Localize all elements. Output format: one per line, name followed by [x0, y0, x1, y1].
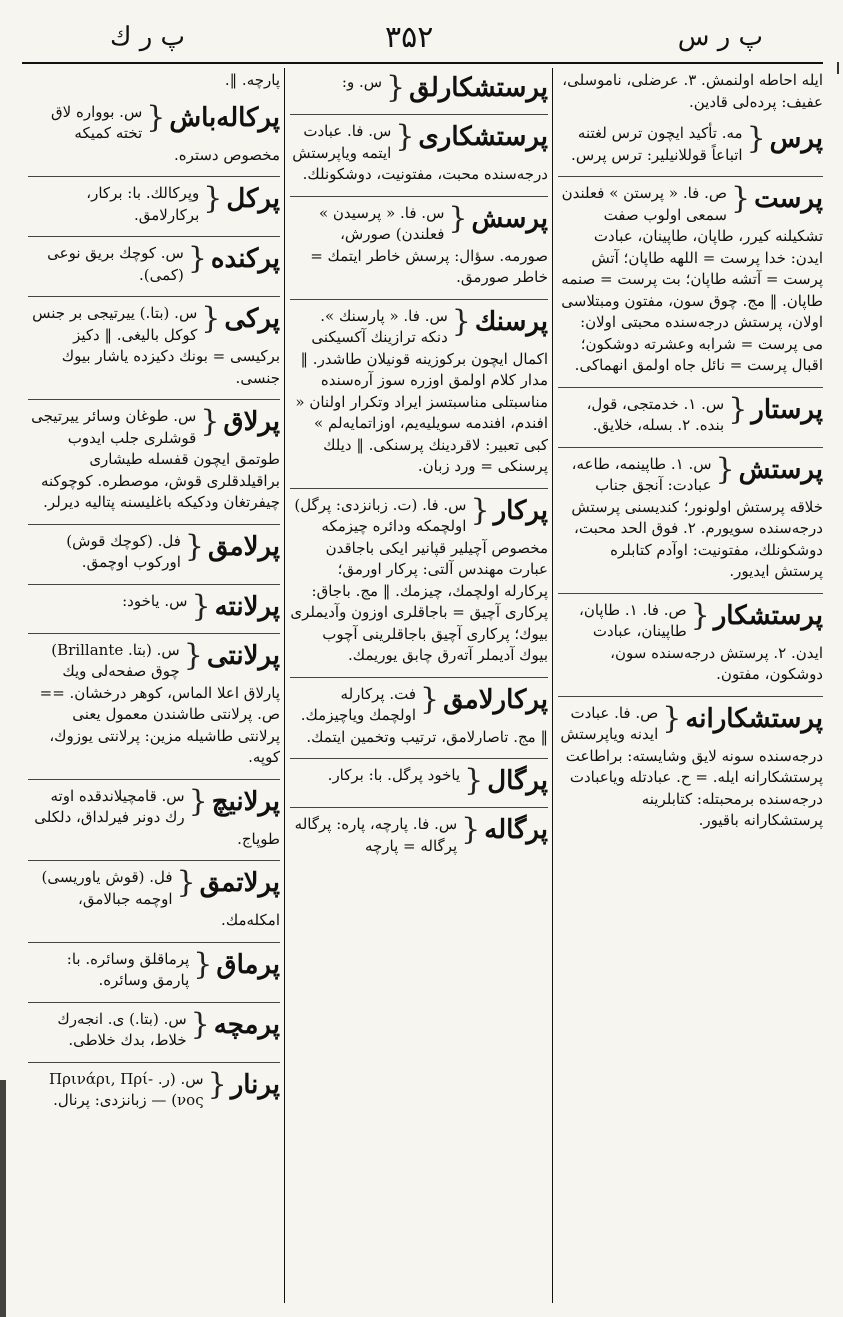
dictionary-entry — [28, 584, 280, 627]
definition: س. بوواره لاق تخته كميكه مخصوص دستره. — [51, 102, 280, 164]
definition: ص. فا. « پرستن » فعلندن سمعى اولوب صفت تشكيلنه كيرر، طاپان، طاپينان، عبادت ايدن: خدا پرست = اللهه طاپان؛ آتش پرست = آتشه طاپان؛ بت پرست = صنمه طاپان. ‖ مج. چوق سون، مفتون ومبتلاسى اولان، پرستش درجەسندە محبتى اولان: مى پرست = شرابه وعشرته دوشكون؛ اقبال پرست = نائل جاه اولمق انهماكى. — [561, 184, 823, 374]
definition: ص. فا. عبادت ايدنه وياپرستش درجەسندە سونه لايق وشايسته: براطاعت پرستشكارانه ايله. = ح. عبادتله وياعبادت درجەسندە برمحبتله: كتابلرينه پرستشكارانه باقيور. — [560, 703, 823, 829]
brace-mark: { — [470, 492, 490, 528]
brace-mark: { — [176, 865, 196, 900]
continuation-text: پارچه. ‖. — [224, 71, 280, 89]
continuation-text: ايله احاطه اولنمش. ٣. عرضلى، ناموسلى، عفيف: پردەلى قادين. — [562, 71, 823, 111]
brace-mark: { — [746, 121, 766, 156]
dictionary-entry — [290, 70, 548, 108]
brace-mark: { — [201, 301, 221, 336]
headword: پرلاتمق — [199, 868, 280, 898]
column-divider-1 — [552, 68, 553, 1303]
dictionary-entry — [28, 399, 280, 518]
definition: س. فا. « پارسنك ». دنكه ترازينك آكسيكنى اكمال ايچون بركوزينه قونيلان طاشدر. ‖ مدار كلام اولمق اوزره سوز آرەسندە مناسبتلى مناسبتسز ايراد وتكرار اولنان « افندم، افندمه سويليەيم، اوزاتمايەلم » كبى تعبير: لاقردينك پرسنكى. ‖ ديلك پرسنكى = ورد زبان. — [295, 306, 548, 475]
headword: پرلانته — [214, 591, 280, 622]
headword: پرستش — [738, 454, 823, 485]
dictionary-entry — [28, 1062, 280, 1116]
headword: پرستشكارلق — [409, 73, 548, 103]
definition: س. فا. پارچه، پاره: پرگاله پرگاله = پارچه — [294, 815, 458, 855]
headword: پرسش — [471, 203, 548, 234]
definition: مە. تأكيد ايچون ترس لغتنه اتباعاً قوللانيلير: ترس پرس. — [571, 124, 743, 164]
headword: پرلانيچ — [211, 786, 280, 817]
dictionary-entry — [28, 860, 280, 936]
definition: س. و: — [341, 73, 383, 91]
column-right — [558, 70, 823, 1303]
dictionary-entry — [28, 942, 280, 996]
dictionary-entry — [28, 100, 280, 171]
brace-mark: { — [448, 200, 468, 236]
headword: پرگاله — [484, 815, 548, 845]
headword: پرماق — [216, 949, 280, 980]
headword: پرست — [754, 184, 823, 214]
page-number: ۳۵۲ — [385, 20, 434, 55]
dictionary-entry — [558, 121, 823, 170]
dictionary-entry — [28, 176, 280, 230]
dictionary-entry — [290, 114, 548, 190]
headword: پرلاق — [223, 407, 280, 437]
brace-mark: { — [386, 70, 406, 105]
headword: پرلامق — [207, 531, 280, 562]
definition: س. فا. عبادت ايتمه وياپرستش درجەسندە محبت، مفتونيت، دوشكونلك. — [292, 122, 548, 183]
definition: فت. پركارله اولچمك وياچيزمك. ‖ مج. تاصارلامق، ترتيب وتخمين ايتمك. — [300, 684, 548, 746]
definition: س. (ر. Πρινάρι, Πρί-νος) — زبانزدى: پرنال. — [49, 1069, 204, 1109]
headword: پرستشكارانه — [685, 703, 823, 734]
headword: پركارلامق — [443, 684, 548, 715]
definition: س. (بتا.) ى. انجەرك خلاط، بدك خلاطى. — [57, 1009, 187, 1049]
definition: س. طوغان وسائر ييرتيجى قوشلرى جلب ايدوب طوتمق ايچون قفسله طيشارى براقيلدقلرى قوش، موصطره. كوچوكنه چيفرتغان ودكيكه باغليسنه پتاليه ديرلر. — [31, 407, 280, 511]
dictionary-entry — [28, 633, 280, 773]
definition: فل. (كوچك قوش) اوركوب اوچمق. — [66, 531, 181, 571]
running-head-left: پ ر ك — [110, 22, 185, 52]
brace-mark: { — [662, 700, 682, 736]
dictionary-entry — [558, 176, 823, 381]
definition: س. فا. « پرسيدن » فعلندن) صورش، صورمه. سؤال: پرسش خاطر ايتمك = خاطر صورمق. — [310, 203, 548, 286]
definition: س. فا. (ت. زبانزدى: پرگل) اولچمكه ودائره چيزمكه مخصوص آچيلير قپانير ايكى باجاقدن عبارت مهندس آلتى: پركار اورمق؛ پركارله اولچمك، چيزمك. ‖ مج. باجاق: پركارى آچيق = باجاقلرى اوزون وآديملرى بيوك؛ پركارى آچيق باجاقلرينى آچوب بيوك آديملر آتەرق چابق يوريمك. — [290, 495, 548, 664]
definition: وپركالك. با: بركار، بركارلامق. — [86, 184, 200, 224]
headword: پركى — [224, 304, 280, 334]
headword: پرنار — [230, 1069, 280, 1100]
brace-mark: { — [187, 241, 207, 276]
dictionary-entry — [28, 236, 280, 290]
definition: س. (بتا. Brillante) چوق صفحەلى ويك پارلاق اعلا الماس، كوهر درخشان. == ص. پرلانتى طاشندن معمول يعنى پرلانتى طاشيله مزين: پرلانتى يوزوك، كوپه. — [39, 640, 280, 766]
brace-mark: { — [183, 637, 203, 673]
column-left — [28, 70, 280, 1303]
binding-edge-shadow — [0, 1080, 6, 1317]
brace-mark: { — [731, 181, 751, 216]
definition: س. ١. خدمتجى، قول، بندە. ٢. بسلە، خلايق. — [586, 394, 725, 434]
definition: س. قامچيلاندقده اوته رك دونر فيرلداق، دلكلى طوپاج. — [34, 786, 280, 848]
brace-mark: { — [193, 946, 213, 982]
dictionary-entry — [28, 1002, 280, 1056]
dictionary-entry — [290, 677, 548, 753]
headword: پرستشكارى — [418, 122, 548, 152]
headword: پركل — [226, 184, 280, 214]
brace-mark: { — [191, 588, 211, 624]
dictionary-entry — [558, 696, 823, 836]
corner-mark — [837, 62, 839, 74]
brace-mark: { — [146, 99, 166, 135]
dictionary-entry — [28, 524, 280, 578]
dictionary-entry — [290, 299, 548, 482]
headword: پركار — [493, 495, 548, 526]
dictionary-entry — [290, 758, 548, 801]
brace-mark: { — [715, 451, 735, 487]
headword: پركنده — [210, 244, 280, 274]
dictionary-entry — [28, 779, 280, 855]
dictionary-entry — [28, 296, 280, 393]
brace-mark: { — [207, 1066, 227, 1102]
column-middle — [290, 70, 548, 1303]
brace-mark: { — [461, 812, 481, 847]
brace-mark: { — [464, 763, 484, 798]
definition: س. كوچك بريق نوعى (كمى). — [47, 244, 184, 284]
headword: پرس — [769, 124, 823, 154]
brace-mark: { — [200, 404, 220, 439]
dictionary-entry — [558, 387, 823, 441]
dictionary-entry — [290, 488, 548, 671]
dictionary-entry — [290, 196, 548, 293]
page-header — [0, 22, 843, 60]
dictionary-entry — [558, 593, 823, 690]
brace-mark: { — [690, 597, 710, 633]
dictionary-entry — [558, 447, 823, 587]
brace-mark: { — [203, 181, 223, 216]
headword: پرستار — [751, 394, 823, 425]
definition: س. ١. طاپينمه، طاعه، عبادت: آنجق جناب خلاقه پرستش اولونور؛ كنديسنى پرستش درجەسندە سويورم. ٢. فوق الحد محبت، دوشكونلك، مفتونيت: اوآدم كتابلره پرستش ايديور. — [571, 454, 823, 580]
brace-mark: { — [420, 681, 440, 717]
brace-mark: { — [728, 391, 748, 427]
definition: س. (بتا.) ييرتيجى بر جنس كوكل باليغى. ‖ دكيز بركيسى = بونك دكيزده ياشار بيوك جنسى. — [32, 304, 280, 387]
headword: پرسنك — [474, 306, 548, 337]
brace-mark: { — [188, 783, 208, 819]
definition: فل. (قوش ياوريسى) اوچمه جبالامق، امكلەمك. — [41, 868, 280, 929]
headword: پرگال — [487, 766, 548, 796]
brace-mark: { — [184, 528, 204, 564]
column-divider-2 — [284, 68, 285, 1303]
headword: پرلانتى — [206, 640, 280, 671]
headword: پركالەباش — [169, 102, 280, 133]
headword: پرمچه — [213, 1009, 280, 1040]
definition: س. ياخود: — [122, 591, 188, 610]
brace-mark: { — [395, 119, 415, 154]
header-rule — [22, 62, 823, 64]
brace-mark: { — [190, 1006, 210, 1042]
dictionary-entry — [290, 807, 548, 861]
running-head-right: پ ر س — [677, 22, 763, 52]
definition: ياخود پرگل. با: بركار. — [327, 766, 461, 784]
brace-mark: { — [451, 303, 471, 339]
definition: ص. فا. ١. طاپان، طاپينان، عبادت ايدن. ٢. پرستش درجەسندە سون، دوشكون، مفتون. — [578, 600, 823, 683]
definition: پرماقلق وسائره. با: پارمق وسائره. — [66, 949, 190, 989]
headword: پرستشكار — [713, 600, 823, 631]
